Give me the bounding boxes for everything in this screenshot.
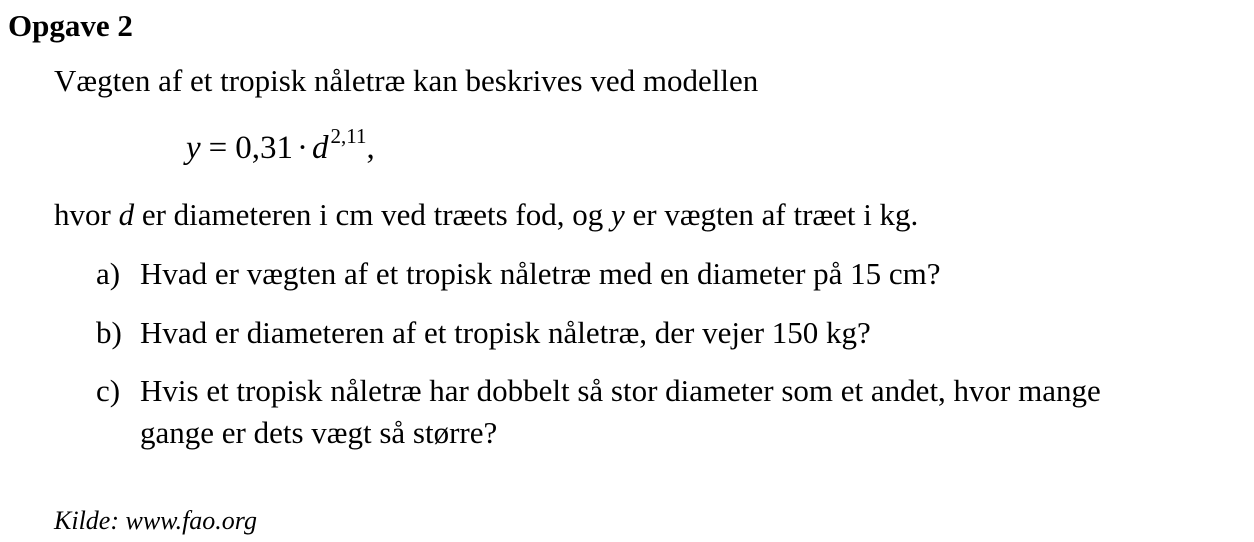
model-formula	[186, 124, 375, 171]
question-c	[96, 370, 1101, 412]
desc-part1: hvor	[54, 197, 119, 232]
source-citation: Kilde: www.fao.org	[54, 506, 257, 535]
exercise-title: Opgave 2	[8, 8, 133, 43]
desc-part3: er vægten af træet i kg.	[624, 197, 919, 232]
variable-description	[54, 197, 918, 233]
desc-var-y: y	[610, 197, 625, 232]
intro-text: Vægten af et tropisk nåletræ kan beskrives ved modellen	[54, 63, 759, 98]
desc-part2: er diameteren i cm ved træets fod, og	[134, 197, 611, 232]
question-c-continuation: gange er dets vægt så større?	[140, 415, 498, 450]
question-a	[96, 253, 941, 295]
formula-lhs: y	[186, 130, 201, 166]
formula-coefficient: 0,31	[235, 130, 294, 166]
formula-trailing: ,	[366, 130, 375, 166]
question-a-text: Hvad er vægten af et tropisk nåletræ med en diameter på 15 cm?	[140, 256, 941, 291]
question-b-text: Hvad er diameteren af et tropisk nåletræ, der vejer 150 kg?	[140, 315, 871, 350]
formula-dot: ·	[297, 130, 309, 166]
question-c-label: c)	[96, 373, 121, 408]
question-b-label: b)	[96, 315, 122, 350]
question-a-label: a)	[96, 256, 121, 291]
question-c-text: Hvis et tropisk nåletræ har dobbelt så stor diameter som et andet, hvor mange	[140, 373, 1101, 408]
question-b	[96, 312, 871, 354]
formula-exponent: 2,11	[330, 124, 367, 148]
desc-var-d: d	[118, 197, 135, 232]
formula-base: d	[312, 130, 329, 166]
formula-equals: =	[208, 130, 228, 166]
